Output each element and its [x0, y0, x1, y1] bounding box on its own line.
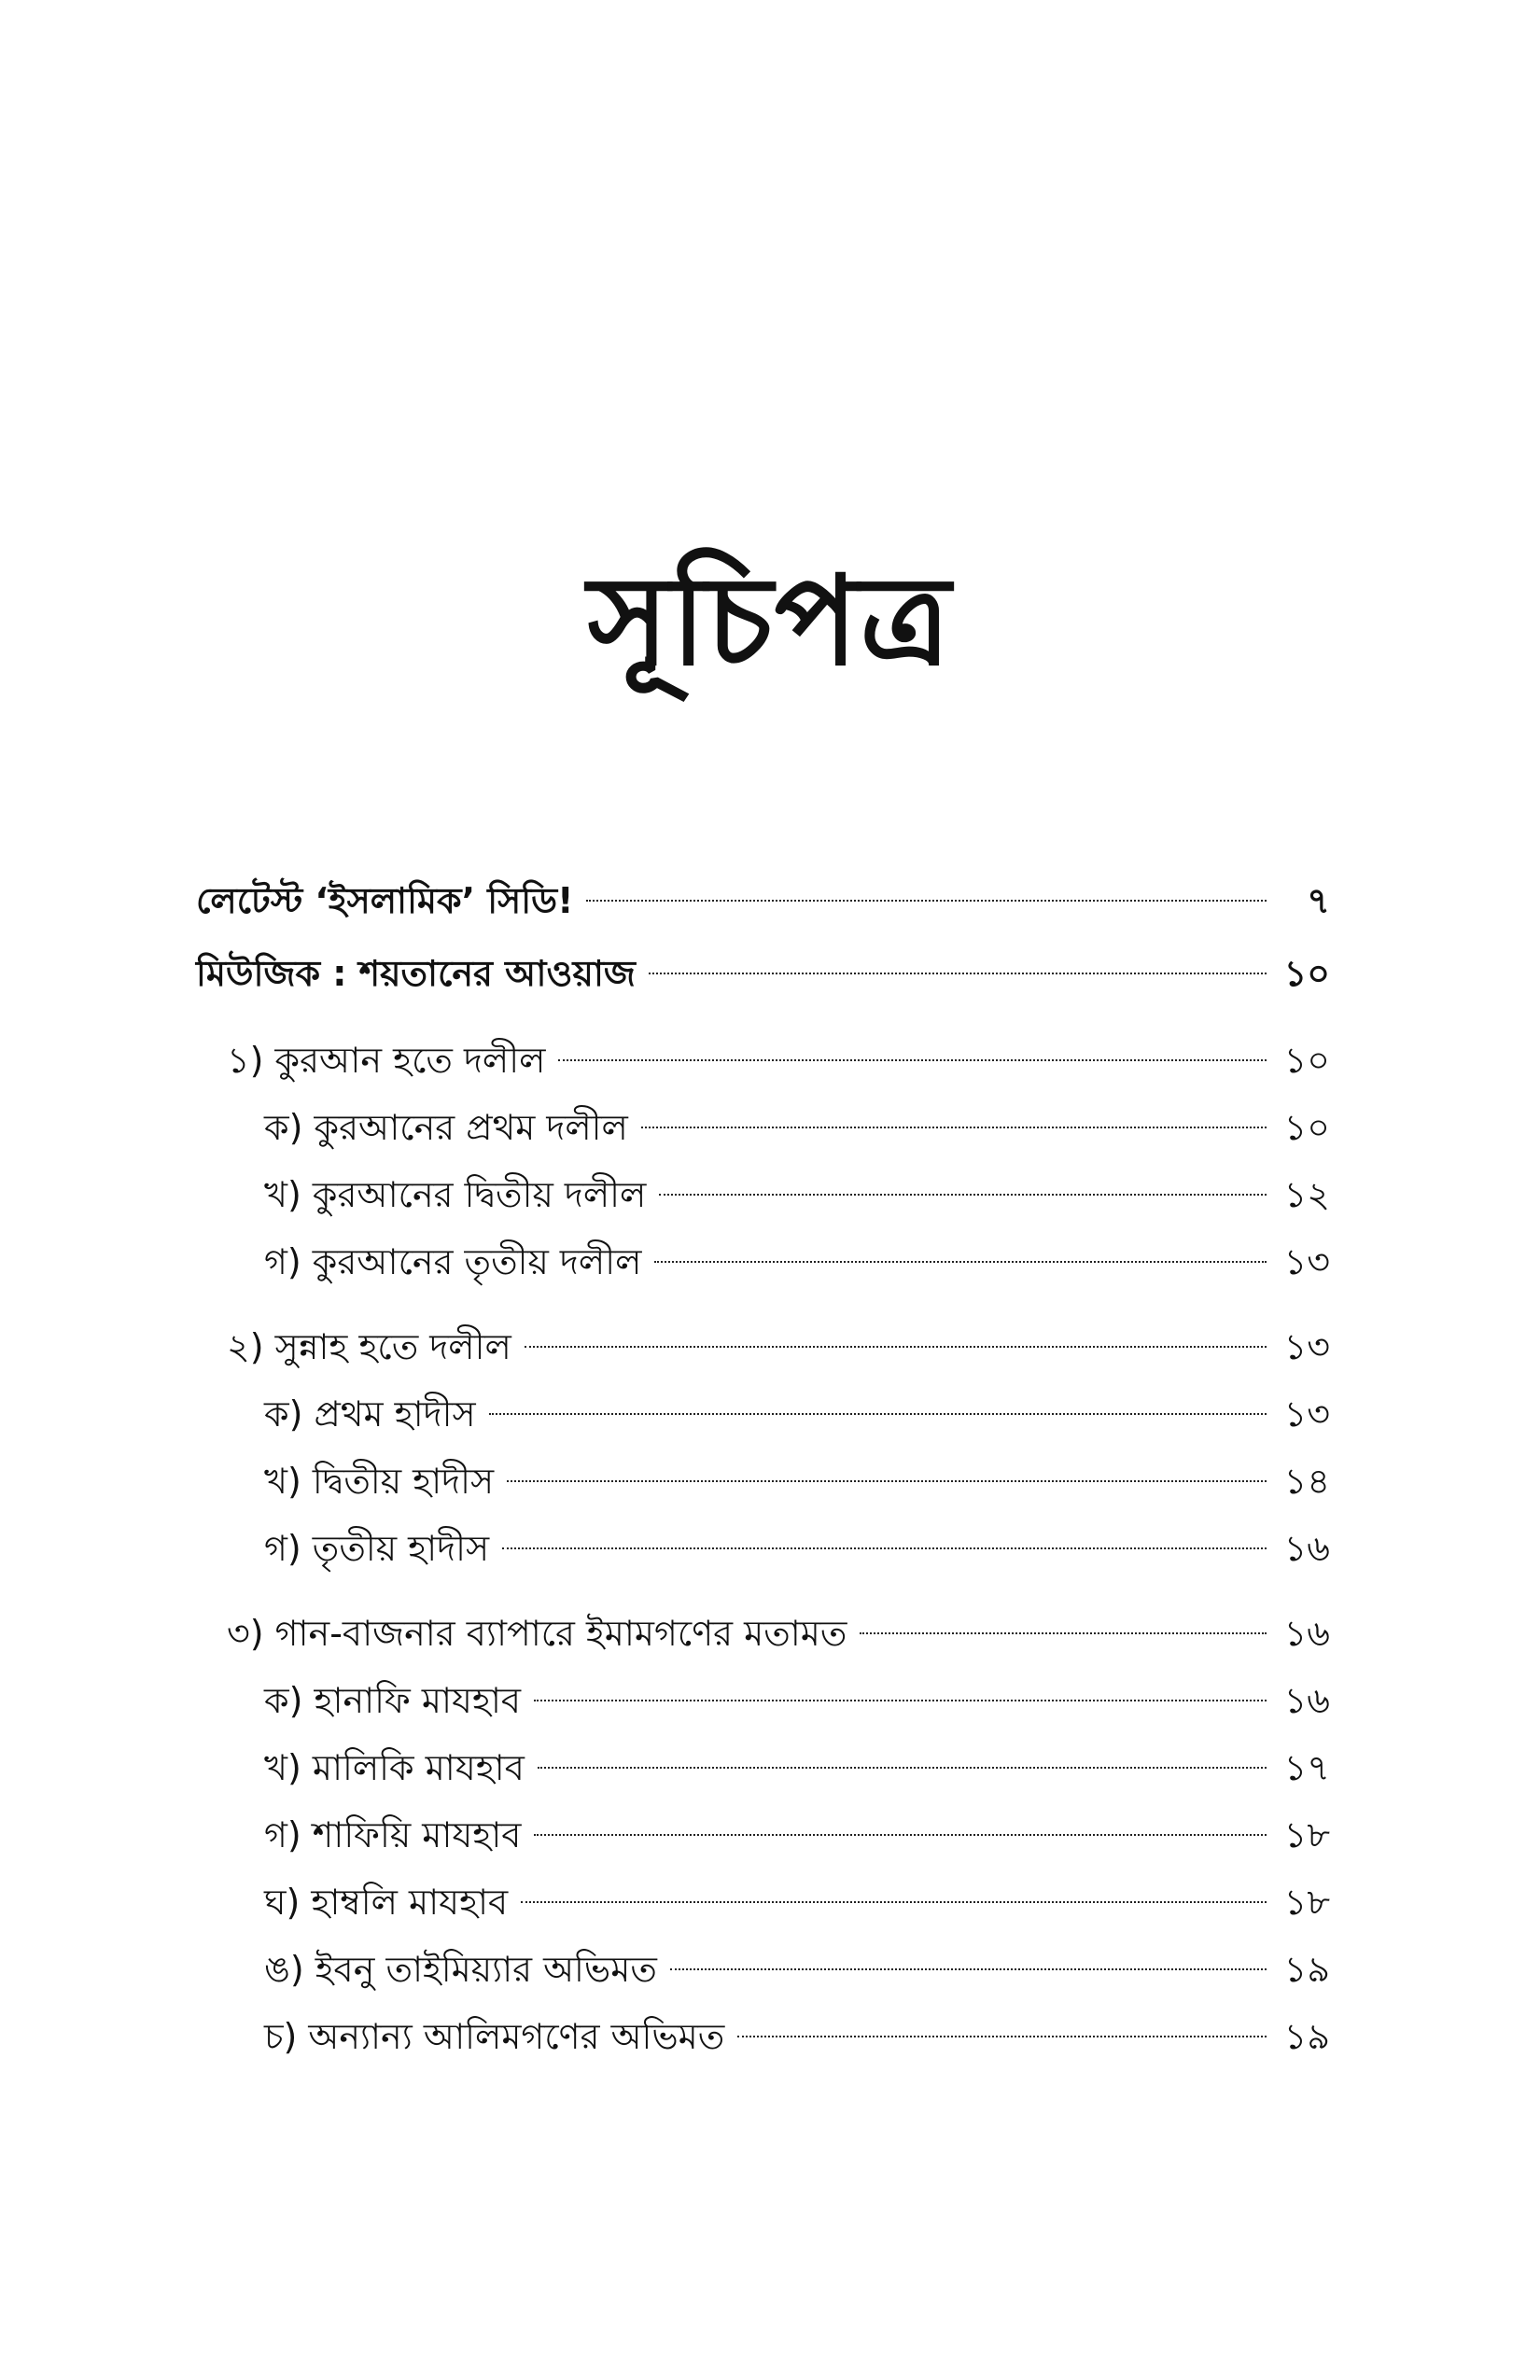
dot-leader [489, 1413, 1267, 1415]
dot-leader [502, 1547, 1267, 1549]
toc-entry [196, 873, 1330, 929]
toc-entry [264, 1099, 1330, 1155]
toc-entry-label: ক) হানাফি মাযহাব [264, 1680, 522, 1721]
toc-entry [227, 1319, 1330, 1375]
toc-entry-page-number: ১৩ [1283, 1393, 1330, 1435]
dot-leader [659, 1194, 1267, 1196]
dot-leader [538, 1767, 1267, 1769]
toc-entry-page-number: ১০ [1283, 1040, 1330, 1081]
toc-entry-label: ২) সুন্নাহ হতে দলীল [227, 1326, 511, 1367]
toc-entry [264, 1167, 1330, 1223]
dot-leader [649, 973, 1267, 974]
toc-entry-page-number: ১৭ [1283, 1747, 1330, 1788]
toc-entry-page-number: ৭ [1307, 880, 1330, 921]
toc-entry [264, 1807, 1330, 1863]
toc-entry [264, 1740, 1330, 1796]
toc-entry-page-number: ১০ [1283, 953, 1330, 994]
toc-entry [264, 1234, 1330, 1290]
dot-leader [641, 1127, 1267, 1128]
toc-entry-page-number: ১৩ [1283, 1326, 1330, 1367]
toc-entry-label: ৩) গান-বাজনার ব্যাপারে ইমামগণের মতামত [227, 1613, 847, 1654]
toc-entry [264, 1453, 1330, 1509]
toc-entry-label: মিউজিক : শয়তানের আওয়াজ [196, 953, 636, 994]
dot-leader [507, 1480, 1267, 1482]
toc-entry [227, 1032, 1330, 1088]
toc-entry-label: খ) দ্বিতীয় হাদীস [264, 1461, 495, 1502]
dot-leader [654, 1261, 1267, 1263]
toc-entry-page-number: ১৯ [1283, 1949, 1330, 1990]
dot-leader [521, 1901, 1267, 1903]
toc-entry-page-number: ১৮ [1283, 1882, 1330, 1923]
dot-leader [670, 1968, 1267, 1970]
dot-leader [534, 1834, 1267, 1836]
toc-entry [264, 1941, 1330, 1997]
toc-entry-page-number: ১৪ [1283, 1461, 1330, 1502]
dot-leader [534, 1700, 1267, 1701]
toc-entry-label: ক) প্রথম হাদীস [264, 1393, 476, 1435]
toc-entry-page-number: ১৮ [1283, 1814, 1330, 1855]
toc-entry [227, 1605, 1330, 1661]
toc-entry-page-number: ১৬ [1283, 1680, 1330, 1721]
dot-leader [525, 1346, 1267, 1348]
toc-entry-label: গ) কুরআনের তৃতীয় দলীল [264, 1241, 642, 1282]
toc-entry-label: গ) তৃতীয় হাদীস [264, 1528, 490, 1569]
page-title: সূচিপত্র [587, 549, 953, 694]
toc-entry [264, 1673, 1330, 1729]
toc-entry-label: ঙ) ইবনু তাইমিয়্যার অভিমত [264, 1949, 657, 1990]
toc-entry-page-number: ১৩ [1283, 1241, 1330, 1282]
dot-leader [558, 1059, 1267, 1061]
toc-entry [264, 1520, 1330, 1576]
dot-leader [586, 900, 1267, 902]
dot-leader [860, 1632, 1267, 1634]
toc-entry-page-number: ১০ [1283, 1107, 1330, 1148]
toc-entry-page-number: ১৯ [1283, 2016, 1330, 2057]
toc-entry-label: গ) শাফিয়ি মাযহাব [264, 1814, 522, 1855]
toc-entry [196, 945, 1330, 1001]
toc-entry-label: চ) অন্যান্য আলিমগণের অভিমত [264, 2016, 725, 2057]
toc-entry-label: ঘ) হাম্বলি মাযহাব [264, 1882, 509, 1923]
toc-entry [264, 2009, 1330, 2065]
toc-entry-label: ১) কুরআন হতে দলীল [227, 1040, 546, 1081]
toc-entry-label: খ) মালিকি মাযহাব [264, 1747, 525, 1788]
toc-entry-label: লেটেস্ট ‘ইসলামিক’ সিডি! [196, 880, 574, 921]
toc-entry-page-number: ১২ [1283, 1174, 1330, 1215]
toc-entry [264, 1386, 1330, 1442]
toc-entry-label: খ) কুরআনের দ্বিতীয় দলীল [264, 1174, 647, 1215]
dot-leader [737, 2036, 1267, 2037]
toc-entry-label: ক) কুরআনের প্রথম দলীল [264, 1107, 628, 1148]
toc-entry-page-number: ১৬ [1283, 1528, 1330, 1569]
toc-entry-page-number: ১৬ [1283, 1613, 1330, 1654]
toc-entry [264, 1874, 1330, 1930]
